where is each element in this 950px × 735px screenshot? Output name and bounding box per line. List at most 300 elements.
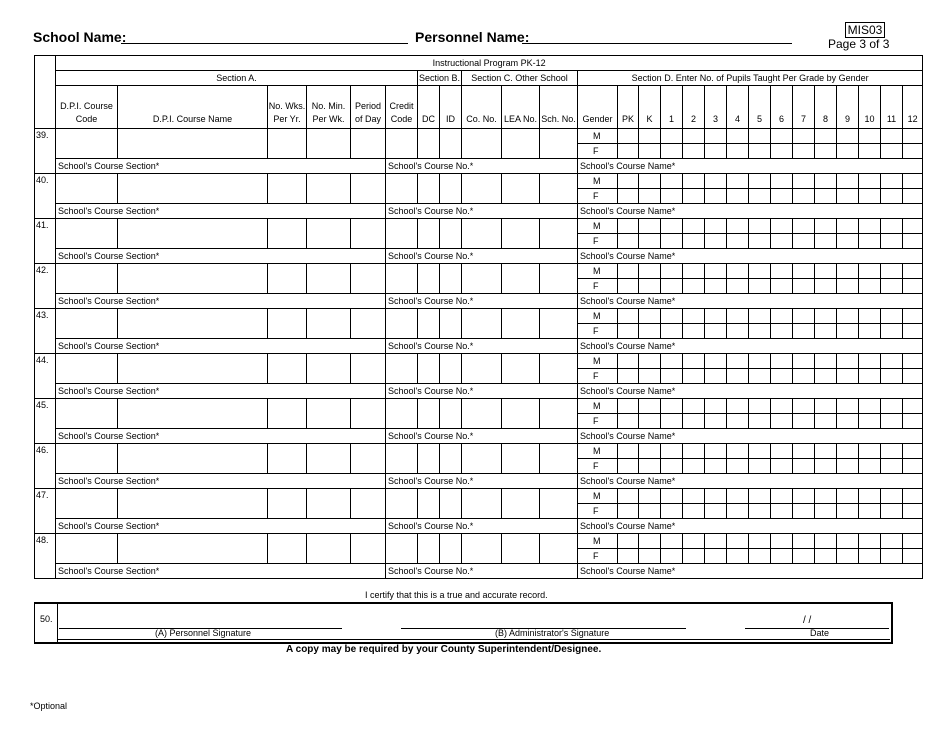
dpi-course-code-field[interactable]: [56, 489, 118, 519]
grade-count-female[interactable]: [683, 189, 705, 204]
lea-no-field[interactable]: [502, 534, 540, 564]
grade-count-male[interactable]: [749, 399, 771, 414]
grade-count-female[interactable]: [705, 414, 727, 429]
period-of-day-field[interactable]: [351, 174, 386, 204]
grade-count-female[interactable]: [837, 279, 859, 294]
grade-count-male[interactable]: [837, 309, 859, 324]
school-course-no-field[interactable]: School's Course No.*: [386, 429, 578, 444]
lea-no-field[interactable]: [502, 129, 540, 159]
grade-count-female[interactable]: [793, 549, 815, 564]
period-of-day-field[interactable]: [351, 354, 386, 384]
period-of-day-field[interactable]: [351, 129, 386, 159]
grade-count-male[interactable]: [749, 354, 771, 369]
lea-no-field[interactable]: [502, 354, 540, 384]
grade-count-male[interactable]: [859, 129, 881, 144]
grade-count-male[interactable]: [903, 534, 923, 549]
grade-count-male[interactable]: [881, 444, 903, 459]
grade-count-female[interactable]: [793, 144, 815, 159]
grade-count-female[interactable]: [859, 504, 881, 519]
id-field[interactable]: [440, 489, 462, 519]
grade-count-male[interactable]: [639, 489, 661, 504]
grade-count-female[interactable]: [881, 144, 903, 159]
co-no-field[interactable]: [462, 309, 502, 339]
grade-count-female[interactable]: [705, 144, 727, 159]
grade-count-male[interactable]: [837, 174, 859, 189]
grade-count-male[interactable]: [837, 489, 859, 504]
grade-count-male[interactable]: [771, 444, 793, 459]
sch-no-field[interactable]: [540, 219, 578, 249]
grade-count-female[interactable]: [815, 549, 837, 564]
school-course-name-field[interactable]: School's Course Name*: [578, 339, 923, 354]
school-course-section-field[interactable]: School's Course Section*: [56, 474, 386, 489]
grade-count-male[interactable]: [705, 264, 727, 279]
credit-code-field[interactable]: [386, 444, 418, 474]
grade-count-female[interactable]: [683, 549, 705, 564]
grade-count-male[interactable]: [727, 354, 749, 369]
grade-count-male[interactable]: [837, 129, 859, 144]
grade-count-male[interactable]: [903, 489, 923, 504]
grade-count-female[interactable]: [903, 549, 923, 564]
grade-count-female[interactable]: [749, 369, 771, 384]
grade-count-female[interactable]: [837, 504, 859, 519]
grade-count-male[interactable]: [639, 309, 661, 324]
grade-count-female[interactable]: [639, 279, 661, 294]
lea-no-field[interactable]: [502, 219, 540, 249]
period-of-day-field[interactable]: [351, 309, 386, 339]
id-field[interactable]: [440, 264, 462, 294]
grade-count-female[interactable]: [639, 324, 661, 339]
grade-count-male[interactable]: [618, 444, 639, 459]
weeks-per-year-field[interactable]: [268, 174, 307, 204]
grade-count-male[interactable]: [815, 174, 837, 189]
school-course-section-field[interactable]: School's Course Section*: [56, 519, 386, 534]
grade-count-female[interactable]: [815, 189, 837, 204]
school-course-name-field[interactable]: School's Course Name*: [578, 159, 923, 174]
school-course-name-field[interactable]: School's Course Name*: [578, 564, 923, 579]
grade-count-female[interactable]: [683, 414, 705, 429]
grade-count-female[interactable]: [727, 504, 749, 519]
grade-count-female[interactable]: [859, 234, 881, 249]
grade-count-female[interactable]: [859, 279, 881, 294]
grade-count-female[interactable]: [881, 189, 903, 204]
sch-no-field[interactable]: [540, 174, 578, 204]
school-course-section-field[interactable]: School's Course Section*: [56, 429, 386, 444]
grade-count-female[interactable]: [903, 414, 923, 429]
grade-count-female[interactable]: [815, 234, 837, 249]
lea-no-field[interactable]: [502, 399, 540, 429]
grade-count-male[interactable]: [727, 489, 749, 504]
grade-count-female[interactable]: [727, 144, 749, 159]
minutes-per-week-field[interactable]: [307, 399, 351, 429]
dpi-course-name-field[interactable]: [118, 264, 268, 294]
grade-count-male[interactable]: [683, 264, 705, 279]
grade-count-female[interactable]: [837, 414, 859, 429]
grade-count-male[interactable]: [749, 534, 771, 549]
minutes-per-week-field[interactable]: [307, 174, 351, 204]
grade-count-female[interactable]: [749, 549, 771, 564]
grade-count-female[interactable]: [793, 234, 815, 249]
grade-count-female[interactable]: [683, 234, 705, 249]
school-course-no-field[interactable]: School's Course No.*: [386, 249, 578, 264]
grade-count-female[interactable]: [618, 459, 639, 474]
grade-count-female[interactable]: [771, 144, 793, 159]
grade-count-female[interactable]: [705, 504, 727, 519]
school-course-name-field[interactable]: School's Course Name*: [578, 249, 923, 264]
grade-count-male[interactable]: [771, 354, 793, 369]
school-course-no-field[interactable]: School's Course No.*: [386, 159, 578, 174]
dpi-course-code-field[interactable]: [56, 174, 118, 204]
dpi-course-name-field[interactable]: [118, 444, 268, 474]
grade-count-male[interactable]: [771, 489, 793, 504]
grade-count-male[interactable]: [793, 444, 815, 459]
id-field[interactable]: [440, 309, 462, 339]
grade-count-female[interactable]: [661, 414, 683, 429]
school-course-no-field[interactable]: School's Course No.*: [386, 204, 578, 219]
grade-count-female[interactable]: [705, 279, 727, 294]
grade-count-male[interactable]: [705, 174, 727, 189]
grade-count-female[interactable]: [903, 144, 923, 159]
grade-count-female[interactable]: [815, 279, 837, 294]
grade-count-male[interactable]: [903, 354, 923, 369]
period-of-day-field[interactable]: [351, 489, 386, 519]
grade-count-male[interactable]: [639, 354, 661, 369]
grade-count-female[interactable]: [749, 234, 771, 249]
grade-count-male[interactable]: [815, 129, 837, 144]
personnel-name-field[interactable]: [522, 43, 792, 44]
sch-no-field[interactable]: [540, 489, 578, 519]
grade-count-female[interactable]: [815, 414, 837, 429]
school-course-section-field[interactable]: School's Course Section*: [56, 204, 386, 219]
grade-count-female[interactable]: [727, 189, 749, 204]
grade-count-female[interactable]: [618, 144, 639, 159]
grade-count-female[interactable]: [859, 414, 881, 429]
grade-count-female[interactable]: [639, 504, 661, 519]
sch-no-field[interactable]: [540, 444, 578, 474]
grade-count-female[interactable]: [771, 504, 793, 519]
grade-count-female[interactable]: [771, 234, 793, 249]
grade-count-male[interactable]: [618, 309, 639, 324]
grade-count-male[interactable]: [771, 534, 793, 549]
sch-no-field[interactable]: [540, 354, 578, 384]
grade-count-female[interactable]: [749, 279, 771, 294]
sch-no-field[interactable]: [540, 129, 578, 159]
co-no-field[interactable]: [462, 264, 502, 294]
dc-field[interactable]: [418, 309, 440, 339]
grade-count-female[interactable]: [618, 189, 639, 204]
lea-no-field[interactable]: [502, 264, 540, 294]
grade-count-male[interactable]: [815, 264, 837, 279]
grade-count-male[interactable]: [815, 309, 837, 324]
grade-count-male[interactable]: [661, 489, 683, 504]
grade-count-male[interactable]: [727, 219, 749, 234]
grade-count-male[interactable]: [618, 489, 639, 504]
grade-count-male[interactable]: [727, 534, 749, 549]
grade-count-male[interactable]: [661, 264, 683, 279]
credit-code-field[interactable]: [386, 399, 418, 429]
dpi-course-name-field[interactable]: [118, 174, 268, 204]
grade-count-male[interactable]: [661, 399, 683, 414]
grade-count-male[interactable]: [727, 309, 749, 324]
dpi-course-name-field[interactable]: [118, 534, 268, 564]
grade-count-male[interactable]: [859, 444, 881, 459]
grade-count-male[interactable]: [661, 174, 683, 189]
dpi-course-name-field[interactable]: [118, 354, 268, 384]
grade-count-male[interactable]: [705, 354, 727, 369]
dpi-course-code-field[interactable]: [56, 219, 118, 249]
grade-count-female[interactable]: [749, 324, 771, 339]
weeks-per-year-field[interactable]: [268, 444, 307, 474]
grade-count-male[interactable]: [705, 444, 727, 459]
credit-code-field[interactable]: [386, 129, 418, 159]
weeks-per-year-field[interactable]: [268, 309, 307, 339]
co-no-field[interactable]: [462, 129, 502, 159]
co-no-field[interactable]: [462, 219, 502, 249]
grade-count-female[interactable]: [749, 459, 771, 474]
period-of-day-field[interactable]: [351, 444, 386, 474]
grade-count-female[interactable]: [618, 369, 639, 384]
grade-count-male[interactable]: [683, 444, 705, 459]
lea-no-field[interactable]: [502, 489, 540, 519]
dc-field[interactable]: [418, 174, 440, 204]
grade-count-female[interactable]: [749, 189, 771, 204]
dpi-course-code-field[interactable]: [56, 444, 118, 474]
minutes-per-week-field[interactable]: [307, 219, 351, 249]
id-field[interactable]: [440, 174, 462, 204]
grade-count-male[interactable]: [618, 264, 639, 279]
lea-no-field[interactable]: [502, 174, 540, 204]
grade-count-male[interactable]: [749, 174, 771, 189]
grade-count-female[interactable]: [793, 504, 815, 519]
co-no-field[interactable]: [462, 534, 502, 564]
id-field[interactable]: [440, 399, 462, 429]
grade-count-male[interactable]: [837, 399, 859, 414]
school-course-name-field[interactable]: School's Course Name*: [578, 384, 923, 399]
grade-count-male[interactable]: [859, 354, 881, 369]
grade-count-male[interactable]: [881, 354, 903, 369]
school-course-name-field[interactable]: School's Course Name*: [578, 429, 923, 444]
weeks-per-year-field[interactable]: [268, 534, 307, 564]
grade-count-female[interactable]: [639, 414, 661, 429]
dpi-course-name-field[interactable]: [118, 399, 268, 429]
school-course-no-field[interactable]: School's Course No.*: [386, 564, 578, 579]
dpi-course-code-field[interactable]: [56, 354, 118, 384]
co-no-field[interactable]: [462, 174, 502, 204]
grade-count-female[interactable]: [793, 414, 815, 429]
grade-count-male[interactable]: [749, 489, 771, 504]
dc-field[interactable]: [418, 489, 440, 519]
school-course-section-field[interactable]: School's Course Section*: [56, 294, 386, 309]
grade-count-female[interactable]: [618, 324, 639, 339]
grade-count-female[interactable]: [771, 189, 793, 204]
grade-count-female[interactable]: [793, 324, 815, 339]
grade-count-male[interactable]: [815, 489, 837, 504]
grade-count-male[interactable]: [771, 264, 793, 279]
grade-count-female[interactable]: [793, 459, 815, 474]
grade-count-female[interactable]: [771, 324, 793, 339]
grade-count-male[interactable]: [639, 399, 661, 414]
grade-count-male[interactable]: [727, 444, 749, 459]
dc-field[interactable]: [418, 444, 440, 474]
grade-count-female[interactable]: [903, 324, 923, 339]
grade-count-male[interactable]: [815, 534, 837, 549]
grade-count-female[interactable]: [727, 414, 749, 429]
id-field[interactable]: [440, 219, 462, 249]
grade-count-male[interactable]: [661, 534, 683, 549]
grade-count-male[interactable]: [859, 264, 881, 279]
grade-count-male[interactable]: [639, 264, 661, 279]
grade-count-female[interactable]: [618, 549, 639, 564]
grade-count-male[interactable]: [771, 219, 793, 234]
grade-count-female[interactable]: [859, 369, 881, 384]
grade-count-female[interactable]: [727, 369, 749, 384]
lea-no-field[interactable]: [502, 309, 540, 339]
minutes-per-week-field[interactable]: [307, 354, 351, 384]
minutes-per-week-field[interactable]: [307, 444, 351, 474]
grade-count-female[interactable]: [705, 189, 727, 204]
grade-count-male[interactable]: [837, 219, 859, 234]
grade-count-male[interactable]: [661, 219, 683, 234]
grade-count-male[interactable]: [881, 129, 903, 144]
credit-code-field[interactable]: [386, 309, 418, 339]
weeks-per-year-field[interactable]: [268, 489, 307, 519]
dpi-course-name-field[interactable]: [118, 309, 268, 339]
credit-code-field[interactable]: [386, 489, 418, 519]
dpi-course-name-field[interactable]: [118, 489, 268, 519]
grade-count-female[interactable]: [771, 369, 793, 384]
credit-code-field[interactable]: [386, 534, 418, 564]
dc-field[interactable]: [418, 219, 440, 249]
grade-count-male[interactable]: [859, 309, 881, 324]
dc-field[interactable]: [418, 399, 440, 429]
dpi-course-name-field[interactable]: [118, 129, 268, 159]
sch-no-field[interactable]: [540, 309, 578, 339]
dc-field[interactable]: [418, 129, 440, 159]
dpi-course-name-field[interactable]: [118, 219, 268, 249]
lea-no-field[interactable]: [502, 444, 540, 474]
grade-count-female[interactable]: [771, 459, 793, 474]
grade-count-male[interactable]: [793, 534, 815, 549]
grade-count-female[interactable]: [749, 144, 771, 159]
grade-count-male[interactable]: [705, 309, 727, 324]
grade-count-female[interactable]: [881, 324, 903, 339]
period-of-day-field[interactable]: [351, 264, 386, 294]
grade-count-male[interactable]: [749, 444, 771, 459]
grade-count-female[interactable]: [859, 144, 881, 159]
grade-count-female[interactable]: [661, 144, 683, 159]
minutes-per-week-field[interactable]: [307, 489, 351, 519]
weeks-per-year-field[interactable]: [268, 264, 307, 294]
grade-count-female[interactable]: [705, 324, 727, 339]
grade-count-female[interactable]: [683, 459, 705, 474]
school-course-name-field[interactable]: School's Course Name*: [578, 294, 923, 309]
grade-count-female[interactable]: [705, 459, 727, 474]
minutes-per-week-field[interactable]: [307, 534, 351, 564]
grade-count-male[interactable]: [793, 174, 815, 189]
grade-count-male[interactable]: [661, 129, 683, 144]
grade-count-male[interactable]: [749, 219, 771, 234]
grade-count-female[interactable]: [881, 459, 903, 474]
grade-count-male[interactable]: [727, 264, 749, 279]
period-of-day-field[interactable]: [351, 534, 386, 564]
credit-code-field[interactable]: [386, 264, 418, 294]
co-no-field[interactable]: [462, 444, 502, 474]
credit-code-field[interactable]: [386, 174, 418, 204]
grade-count-male[interactable]: [771, 129, 793, 144]
grade-count-female[interactable]: [837, 144, 859, 159]
grade-count-female[interactable]: [815, 459, 837, 474]
grade-count-male[interactable]: [705, 534, 727, 549]
grade-count-female[interactable]: [661, 549, 683, 564]
grade-count-female[interactable]: [903, 279, 923, 294]
grade-count-male[interactable]: [859, 174, 881, 189]
grade-count-female[interactable]: [881, 549, 903, 564]
period-of-day-field[interactable]: [351, 219, 386, 249]
grade-count-female[interactable]: [881, 504, 903, 519]
grade-count-male[interactable]: [815, 444, 837, 459]
dpi-course-code-field[interactable]: [56, 399, 118, 429]
grade-count-male[interactable]: [903, 309, 923, 324]
grade-count-male[interactable]: [881, 174, 903, 189]
grade-count-female[interactable]: [618, 234, 639, 249]
grade-count-female[interactable]: [639, 144, 661, 159]
grade-count-male[interactable]: [793, 354, 815, 369]
grade-count-female[interactable]: [837, 459, 859, 474]
school-course-section-field[interactable]: School's Course Section*: [56, 249, 386, 264]
grade-count-male[interactable]: [727, 399, 749, 414]
grade-count-male[interactable]: [749, 309, 771, 324]
grade-count-female[interactable]: [749, 504, 771, 519]
grade-count-male[interactable]: [793, 309, 815, 324]
grade-count-male[interactable]: [727, 129, 749, 144]
grade-count-female[interactable]: [771, 279, 793, 294]
grade-count-female[interactable]: [727, 324, 749, 339]
grade-count-male[interactable]: [903, 444, 923, 459]
grade-count-female[interactable]: [903, 189, 923, 204]
grade-count-male[interactable]: [618, 399, 639, 414]
grade-count-male[interactable]: [837, 264, 859, 279]
grade-count-male[interactable]: [705, 399, 727, 414]
grade-count-male[interactable]: [793, 219, 815, 234]
school-course-no-field[interactable]: School's Course No.*: [386, 474, 578, 489]
school-course-section-field[interactable]: School's Course Section*: [56, 384, 386, 399]
school-course-section-field[interactable]: School's Course Section*: [56, 159, 386, 174]
school-course-name-field[interactable]: School's Course Name*: [578, 204, 923, 219]
grade-count-female[interactable]: [639, 369, 661, 384]
school-course-section-field[interactable]: School's Course Section*: [56, 339, 386, 354]
grade-count-male[interactable]: [618, 534, 639, 549]
school-course-name-field[interactable]: School's Course Name*: [578, 519, 923, 534]
co-no-field[interactable]: [462, 354, 502, 384]
grade-count-female[interactable]: [618, 414, 639, 429]
school-name-field[interactable]: [121, 43, 408, 44]
grade-count-female[interactable]: [639, 189, 661, 204]
grade-count-male[interactable]: [683, 309, 705, 324]
grade-count-male[interactable]: [683, 534, 705, 549]
grade-count-female[interactable]: [793, 279, 815, 294]
grade-count-male[interactable]: [903, 219, 923, 234]
dpi-course-code-field[interactable]: [56, 309, 118, 339]
sch-no-field[interactable]: [540, 534, 578, 564]
credit-code-field[interactable]: [386, 354, 418, 384]
grade-count-male[interactable]: [727, 174, 749, 189]
grade-count-male[interactable]: [618, 129, 639, 144]
grade-count-female[interactable]: [683, 279, 705, 294]
grade-count-male[interactable]: [815, 399, 837, 414]
grade-count-female[interactable]: [903, 234, 923, 249]
grade-count-female[interactable]: [727, 234, 749, 249]
grade-count-female[interactable]: [749, 414, 771, 429]
grade-count-male[interactable]: [903, 399, 923, 414]
